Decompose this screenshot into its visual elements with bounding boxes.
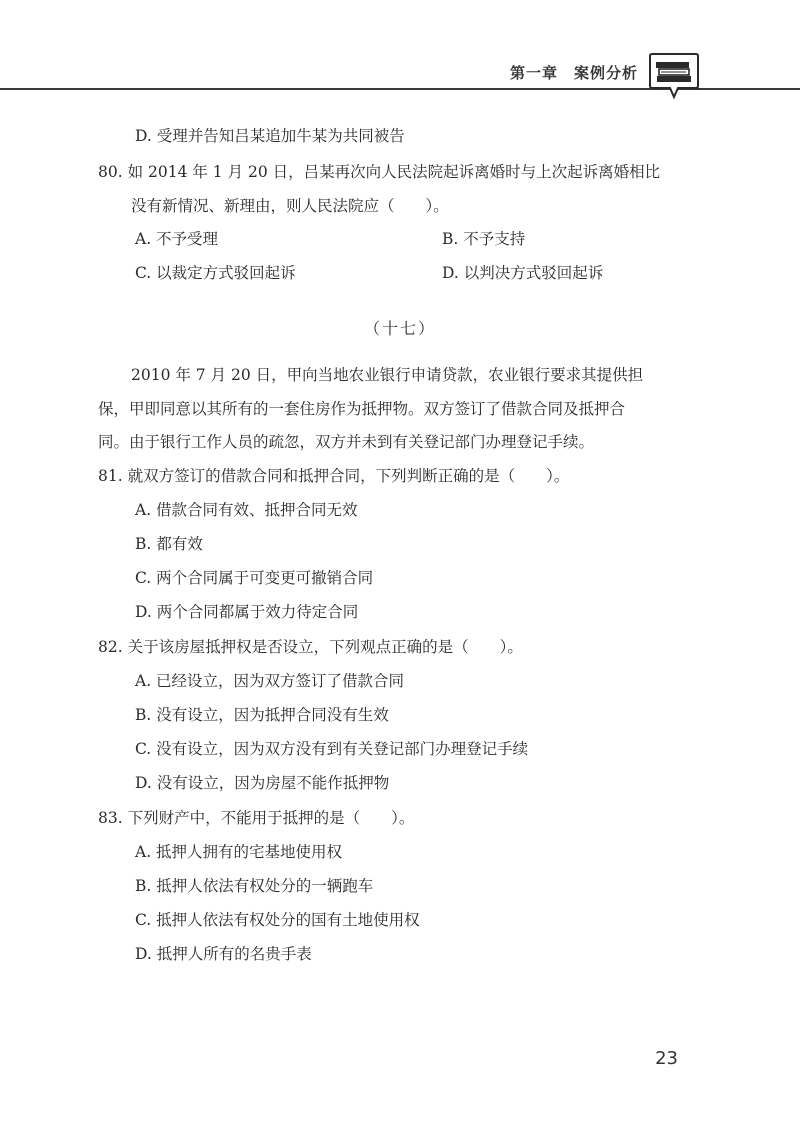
q82-option-b: B. 没有设立，因为抵押合同没有生效 — [135, 706, 389, 724]
q81-option-d: D. 两个合同都属于效力待定合同 — [135, 603, 359, 621]
q83-option-a: A. 抵押人拥有的宅基地使用权 — [135, 843, 343, 861]
q80-option-d: D. 以判决方式驳回起诉 — [442, 264, 604, 282]
q81-option-c: C. 两个合同属于可变更可撤销合同 — [135, 569, 374, 587]
q82-option-a: A. 已经设立，因为双方签订了借款合同 — [135, 672, 405, 690]
case-paragraph-line1: 2010 年 7 月 20 日，甲向当地农业银行申请贷款，农业银行要求其提供担 — [131, 366, 644, 384]
q82-stem: 82. 关于该房屋抵押权是否设立，下列观点正确的是（ ）。 — [98, 638, 523, 656]
q79-option-d: D. 受理并告知吕某追加牛某为共同被告 — [135, 127, 405, 145]
q82-option-c: C. 没有设立，因为双方没有到有关登记部门办理登记手续 — [135, 740, 529, 758]
q81-option-a: A. 借款合同有效、抵押合同无效 — [135, 501, 358, 519]
section-title: （十七） — [363, 319, 436, 338]
q81-option-b: B. 都有效 — [135, 535, 203, 553]
q80-stem-line1: 80. 如 2014 年 1 月 20 日，吕某再次向人民法院起诉离婚时与上次起诉离婚相比 — [98, 163, 661, 181]
q80-option-a: A. 不予受理 — [135, 230, 219, 248]
case-paragraph-line3: 同。由于银行工作人员的疏忽，双方并未到有关登记部门办理登记手续。 — [98, 433, 595, 451]
case-paragraph-line2: 保，甲即同意以其所有的一套住房作为抵押物。双方签订了借款合同及抵押合 — [98, 400, 626, 418]
q83-stem: 83. 下列财产中，不能用于抵押的是（ ）。 — [98, 809, 415, 827]
q80-stem-line2: 没有新情况、新理由，则人民法院应（ ）。 — [131, 197, 449, 215]
q80-option-c: C. 以裁定方式驳回起诉 — [135, 264, 296, 282]
books-icon — [648, 50, 700, 100]
q81-stem: 81. 就双方签订的借款合同和抵押合同，下列判断正确的是（ ）。 — [98, 467, 570, 485]
page-header — [0, 0, 800, 100]
q83-option-d: D. 抵押人所有的名贵手表 — [135, 945, 312, 963]
q83-option-c: C. 抵押人依法有权处分的国有土地使用权 — [135, 911, 420, 929]
q82-option-d: D. 没有设立，因为房屋不能作抵押物 — [135, 774, 390, 792]
q83-option-b: B. 抵押人依法有权处分的一辆跑车 — [135, 877, 374, 895]
q80-option-b: B. 不予支持 — [442, 230, 526, 248]
page-number: 23 — [655, 1048, 678, 1069]
chapter-title: 第一章 案例分析 — [509, 64, 638, 82]
